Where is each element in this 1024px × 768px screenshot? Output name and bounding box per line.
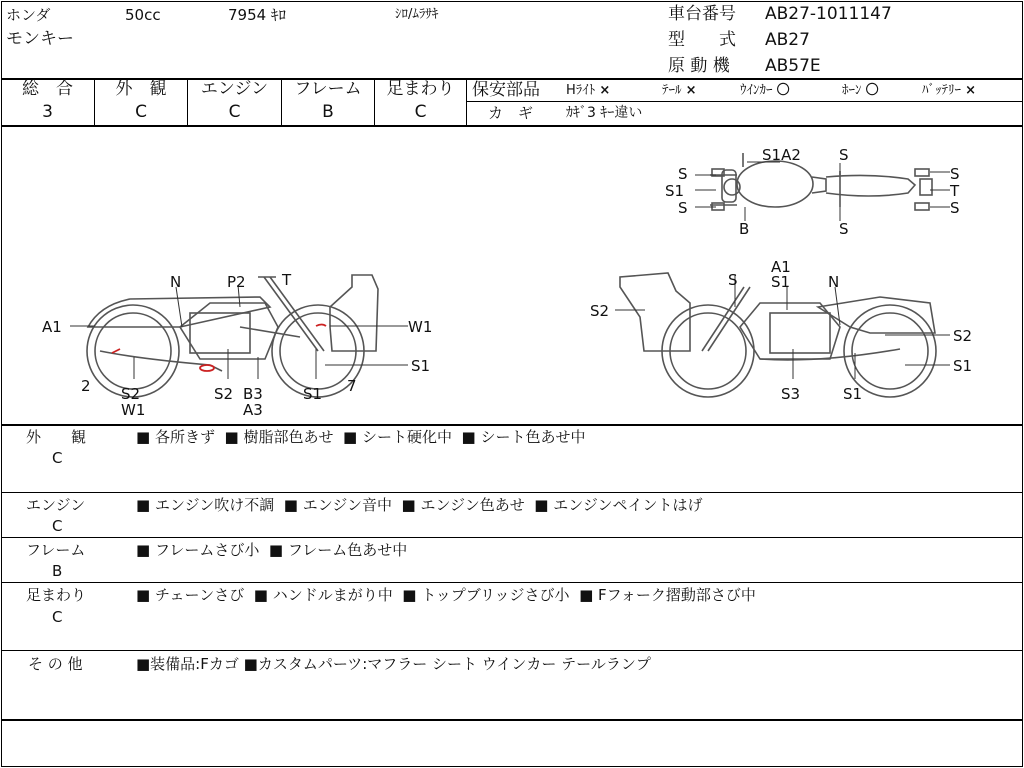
grade-overall-label: 総 合 <box>22 79 73 99</box>
label-top-s-5: S <box>950 199 960 217</box>
label-top-b: B <box>739 220 750 238</box>
safety-item-headlight: Hﾗｲﾄ × <box>566 83 611 98</box>
remark-frame-items: ■ フレームさび小 ■ フレーム色あせ中 <box>136 541 408 559</box>
safety-label: 保安部品 <box>472 80 540 100</box>
label-top-s-6: S <box>839 220 849 238</box>
label-left-7: 7 <box>347 377 357 395</box>
label-left-p2: P2 <box>227 273 246 291</box>
label-top-s1a2: S1A2 <box>762 146 801 164</box>
remark-frame-grade: B <box>52 562 63 580</box>
label-top-s1: S1 <box>665 182 685 200</box>
safety-item-winker: ｳｲﾝｶｰ 〇 <box>740 83 790 98</box>
remark-exterior-category: 外 観 <box>26 428 87 446</box>
frame-no: AB27-1011147 <box>765 4 892 24</box>
grade-exterior-label: 外 観 <box>115 79 167 99</box>
label-top-s-4: S <box>678 199 688 217</box>
label-top-t: T <box>950 182 960 200</box>
grade-frame-value: B <box>322 102 334 122</box>
bike-top-view <box>710 153 932 210</box>
remark-exterior-grade: C <box>52 449 63 467</box>
remark-frame-category: フレーム <box>26 541 86 559</box>
label-left-s2-a: S2 <box>121 385 141 403</box>
key-value: ｶｷﾞ3 ｷｰ違い <box>566 105 643 121</box>
label-right-s1: S1 <box>771 273 791 291</box>
label-right-n: N <box>828 273 840 291</box>
maker: ホンダ <box>6 6 51 24</box>
remark-suspension-items: ■ チェーンさび ■ ハンドルまがり中 ■ トップブリッジさび小 ■ Fフォーク摺動部さび中 <box>136 586 756 604</box>
label-top-s-2: S <box>678 165 688 183</box>
grade-suspension-label: 足まわり <box>386 79 455 99</box>
label-right-s2-b: S2 <box>953 327 973 345</box>
bike-left-view <box>87 275 378 397</box>
diagram-labels <box>42 146 972 419</box>
label-right-s1-c: S1 <box>843 385 863 403</box>
label-right-s: S <box>728 271 738 289</box>
label-left-n: N <box>170 273 182 291</box>
model-name: モンキー <box>6 29 74 49</box>
grade-exterior-value: C <box>135 102 147 122</box>
label-left-a1: A1 <box>42 318 62 336</box>
displacement: 50cc <box>125 6 161 24</box>
label-top-s-1: S <box>839 146 849 164</box>
grade-suspension-value: C <box>414 102 427 122</box>
remark-suspension-category: 足まわり <box>26 586 87 604</box>
label-left-a3: A3 <box>243 401 263 419</box>
remark-other-category: そ の 他 <box>28 655 83 673</box>
label-right-a1: A1 <box>771 258 791 276</box>
label-left-w1: W1 <box>408 318 433 336</box>
remark-exterior-items: ■ 各所きず ■ 樹脂部色あせ ■ シート硬化中 ■ シート色あせ中 <box>136 428 586 446</box>
color: ｼﾛ/ﾑﾗｻｷ <box>395 7 439 22</box>
engine-label: 原 動 機 <box>668 56 730 76</box>
label-right-s1-b: S1 <box>953 357 973 375</box>
remark-engine-grade: C <box>52 517 63 535</box>
label-left-b3: B3 <box>243 385 263 403</box>
grade-engine-label: エンジン <box>200 79 269 99</box>
label-left-s1-b: S1 <box>303 385 323 403</box>
label-left-s1: S1 <box>411 357 431 375</box>
label-left-2: 2 <box>81 377 91 395</box>
key-label: カ ギ <box>488 104 534 122</box>
frame-no-label: 車台番号 <box>668 4 736 24</box>
safety-item-battery: ﾊﾞｯﾃﾘｰ × <box>922 83 977 98</box>
safety-item-horn: ﾎｰﾝ 〇 <box>842 83 879 98</box>
grade-engine-value: C <box>228 102 241 122</box>
grade-overall-value: 3 <box>42 102 53 122</box>
safety-item-tail: ﾃｰﾙ × <box>662 83 697 98</box>
remark-suspension-grade: C <box>52 608 63 626</box>
grade-frame-label: フレーム <box>294 79 362 99</box>
mileage: 7954 ｷﾛ <box>228 6 286 24</box>
label-right-s2-a: S2 <box>590 302 610 320</box>
label-left-w1-b: W1 <box>121 401 146 419</box>
condition-diagram <box>0 127 1022 425</box>
label-top-s-3: S <box>950 165 960 183</box>
remark-engine-category: エンジン <box>26 496 86 514</box>
label-left-t: T <box>282 271 292 289</box>
engine-value: AB57E <box>765 56 821 76</box>
label-left-s2-b: S2 <box>214 385 234 403</box>
type-label: 型 式 <box>668 30 736 50</box>
type-value: AB27 <box>765 30 810 50</box>
remark-engine-items: ■ エンジン吹け不調 ■ エンジン音中 ■ エンジン色あせ ■ エンジンペイントはげ <box>136 496 703 514</box>
remark-other-items: ■装備品:Fカゴ ■カスタムパーツ:マフラー シート ウインカー テールランプ <box>136 655 651 673</box>
label-right-s3: S3 <box>781 385 801 403</box>
